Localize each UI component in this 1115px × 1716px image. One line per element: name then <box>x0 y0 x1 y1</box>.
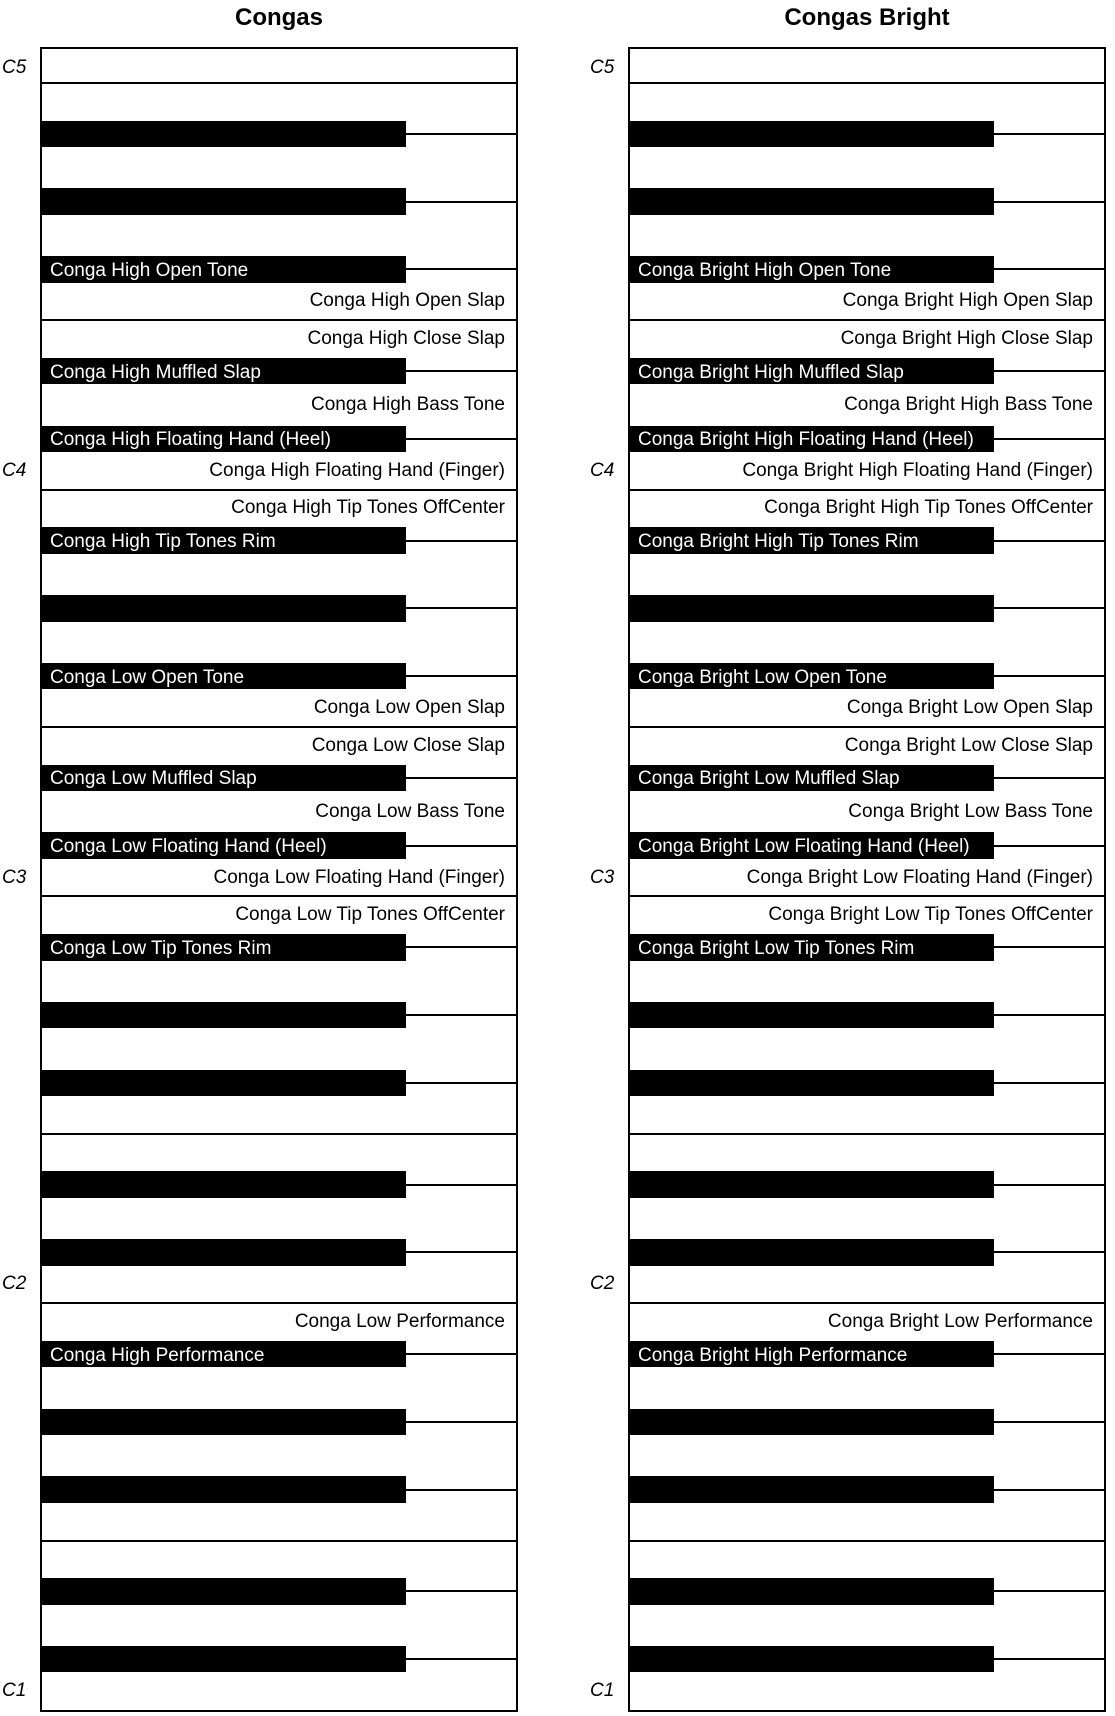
black-key[interactable] <box>42 358 406 384</box>
black-key[interactable] <box>630 1578 994 1604</box>
drum-mapping-label: Conga Bright Low Tip Tones Rim <box>638 937 915 959</box>
panel-title: Congas Bright <box>784 4 950 31</box>
white-key-divider <box>630 1540 1104 1542</box>
black-key[interactable] <box>630 1070 994 1096</box>
drum-mapping-label: Conga High Open Tone <box>50 259 249 281</box>
drum-mapping-label: Conga Bright High Tip Tones OffCenter <box>764 497 1093 519</box>
drum-mapping-label: Conga Low Muffled Slap <box>50 768 257 790</box>
white-key-divider <box>42 895 516 897</box>
black-key[interactable] <box>630 934 994 960</box>
white-key-divider <box>42 726 516 728</box>
black-key[interactable] <box>42 663 406 689</box>
piano-keyboard <box>40 47 518 1712</box>
black-key[interactable] <box>630 188 994 214</box>
drum-mapping-label: Conga Low Open Tone <box>50 666 245 688</box>
drum-mapping-label: Conga Low Floating Hand (Heel) <box>50 836 327 858</box>
drum-mapping-label: Conga Low Tip Tones OffCenter <box>235 904 505 926</box>
white-key-divider <box>630 319 1104 321</box>
octave-label: C2 <box>2 1273 27 1295</box>
black-key[interactable] <box>42 527 406 553</box>
black-key[interactable] <box>630 765 994 791</box>
black-key[interactable] <box>630 832 994 858</box>
white-key-divider <box>42 1133 516 1135</box>
drum-mapping-label: Conga Low Close Slap <box>311 734 505 756</box>
white-key-divider <box>630 1133 1104 1135</box>
drum-mapping-label: Conga Bright Low Performance <box>827 1311 1093 1333</box>
panel-title: Congas <box>234 4 323 31</box>
drum-mapping-label: Conga Bright Low Floating Hand (Heel) <box>638 836 970 858</box>
drum-mapping-label: Conga Bright Low Open Tone <box>638 666 887 688</box>
black-key[interactable] <box>630 595 994 621</box>
black-key[interactable] <box>630 256 994 282</box>
black-key[interactable] <box>630 1646 994 1672</box>
black-key[interactable] <box>42 121 406 147</box>
black-key[interactable] <box>630 121 994 147</box>
black-key[interactable] <box>42 1171 406 1197</box>
keyboard-panel-congas-bright <box>588 0 1115 1716</box>
drum-mapping-label: Conga Bright Low Bass Tone <box>848 800 1093 822</box>
white-key-divider <box>630 726 1104 728</box>
black-key[interactable] <box>42 1070 406 1096</box>
drum-mapping-label: Conga High Open Slap <box>309 290 505 312</box>
white-key-divider <box>630 82 1104 84</box>
drum-mapping-label: Conga Bright Low Tip Tones OffCenter <box>768 904 1093 926</box>
white-key-divider <box>630 895 1104 897</box>
drum-mapping-label: Conga Bright High Bass Tone <box>844 393 1093 415</box>
drum-mapping-label: Conga Bright Low Open Slap <box>846 697 1093 719</box>
white-key-divider <box>42 1540 516 1542</box>
drum-mapping-label: Conga Bright Low Close Slap <box>844 734 1093 756</box>
drum-mapping-label: Conga High Performance <box>50 1344 265 1366</box>
drum-mapping-label: Conga Low Performance <box>294 1311 505 1333</box>
drum-mapping-label: Conga High Close Slap <box>307 327 505 349</box>
drum-mapping-label: Conga Bright High Tip Tones Rim <box>638 531 919 553</box>
drum-mapping-label: Conga High Bass Tone <box>311 393 505 415</box>
black-key[interactable] <box>42 426 406 452</box>
octave-label: C5 <box>590 56 615 78</box>
drum-mapping-label: Conga Low Tip Tones Rim <box>50 937 272 959</box>
octave-label: C4 <box>2 459 27 481</box>
drum-mapping-label: Conga Bright Low Muffled Slap <box>638 768 900 790</box>
white-key-divider <box>42 489 516 491</box>
drum-mapping-label: Conga Bright High Close Slap <box>840 327 1093 349</box>
drum-mapping-label: Conga High Floating Hand (Finger) <box>209 459 505 481</box>
black-key[interactable] <box>42 1002 406 1028</box>
black-key[interactable] <box>630 1409 994 1435</box>
drum-mapping-label: Conga Bright High Floating Hand (Heel) <box>638 429 974 451</box>
drum-mapping-label: Conga High Muffled Slap <box>50 361 261 383</box>
drum-mapping-label: Conga High Floating Hand (Heel) <box>50 429 331 451</box>
black-key[interactable] <box>630 1171 994 1197</box>
black-key[interactable] <box>630 527 994 553</box>
black-key[interactable] <box>42 832 406 858</box>
drum-mapping-label: Conga High Tip Tones Rim <box>50 531 276 553</box>
drum-mapping-label: Conga High Tip Tones OffCenter <box>231 497 505 519</box>
drum-mapping-label: Conga Bright Low Floating Hand (Finger) <box>746 866 1093 888</box>
black-key[interactable] <box>42 1239 406 1265</box>
piano-keyboard <box>628 47 1106 1712</box>
octave-label: C4 <box>590 459 615 481</box>
octave-label: C1 <box>590 1680 615 1702</box>
drum-mapping-label: Conga Low Floating Hand (Finger) <box>213 866 505 888</box>
black-key[interactable] <box>630 1476 994 1502</box>
black-key[interactable] <box>630 1002 994 1028</box>
white-key-divider <box>42 82 516 84</box>
black-key[interactable] <box>42 1476 406 1502</box>
black-key[interactable] <box>42 256 406 282</box>
drum-mapping-label: Conga Low Bass Tone <box>315 800 505 822</box>
white-key-divider <box>630 489 1104 491</box>
black-key[interactable] <box>42 595 406 621</box>
black-key[interactable] <box>42 1409 406 1435</box>
drum-mapping-label: Conga Low Open Slap <box>313 697 505 719</box>
octave-label: C3 <box>2 866 27 888</box>
black-key[interactable] <box>42 934 406 960</box>
drum-mapping-label: Conga Bright High Muffled Slap <box>638 361 904 383</box>
octave-label: C3 <box>590 866 615 888</box>
drum-mapping-label: Conga Bright High Performance <box>638 1344 908 1366</box>
black-key[interactable] <box>42 765 406 791</box>
black-key[interactable] <box>42 188 406 214</box>
black-key[interactable] <box>630 358 994 384</box>
black-key[interactable] <box>42 1578 406 1604</box>
white-key-divider <box>42 319 516 321</box>
white-key-divider <box>630 1302 1104 1304</box>
drum-mapping-label: Conga Bright High Floating Hand (Finger) <box>742 459 1093 481</box>
octave-label: C5 <box>2 56 27 78</box>
octave-label: C1 <box>2 1680 27 1702</box>
black-key[interactable] <box>630 1239 994 1265</box>
drum-mapping-label: Conga Bright High Open Slap <box>842 290 1093 312</box>
white-key-divider <box>42 1302 516 1304</box>
black-key[interactable] <box>630 663 994 689</box>
black-key[interactable] <box>630 1341 994 1367</box>
black-key[interactable] <box>42 1341 406 1367</box>
black-key[interactable] <box>630 426 994 452</box>
octave-label: C2 <box>590 1273 615 1295</box>
drum-mapping-label: Conga Bright High Open Tone <box>638 259 892 281</box>
black-key[interactable] <box>42 1646 406 1672</box>
